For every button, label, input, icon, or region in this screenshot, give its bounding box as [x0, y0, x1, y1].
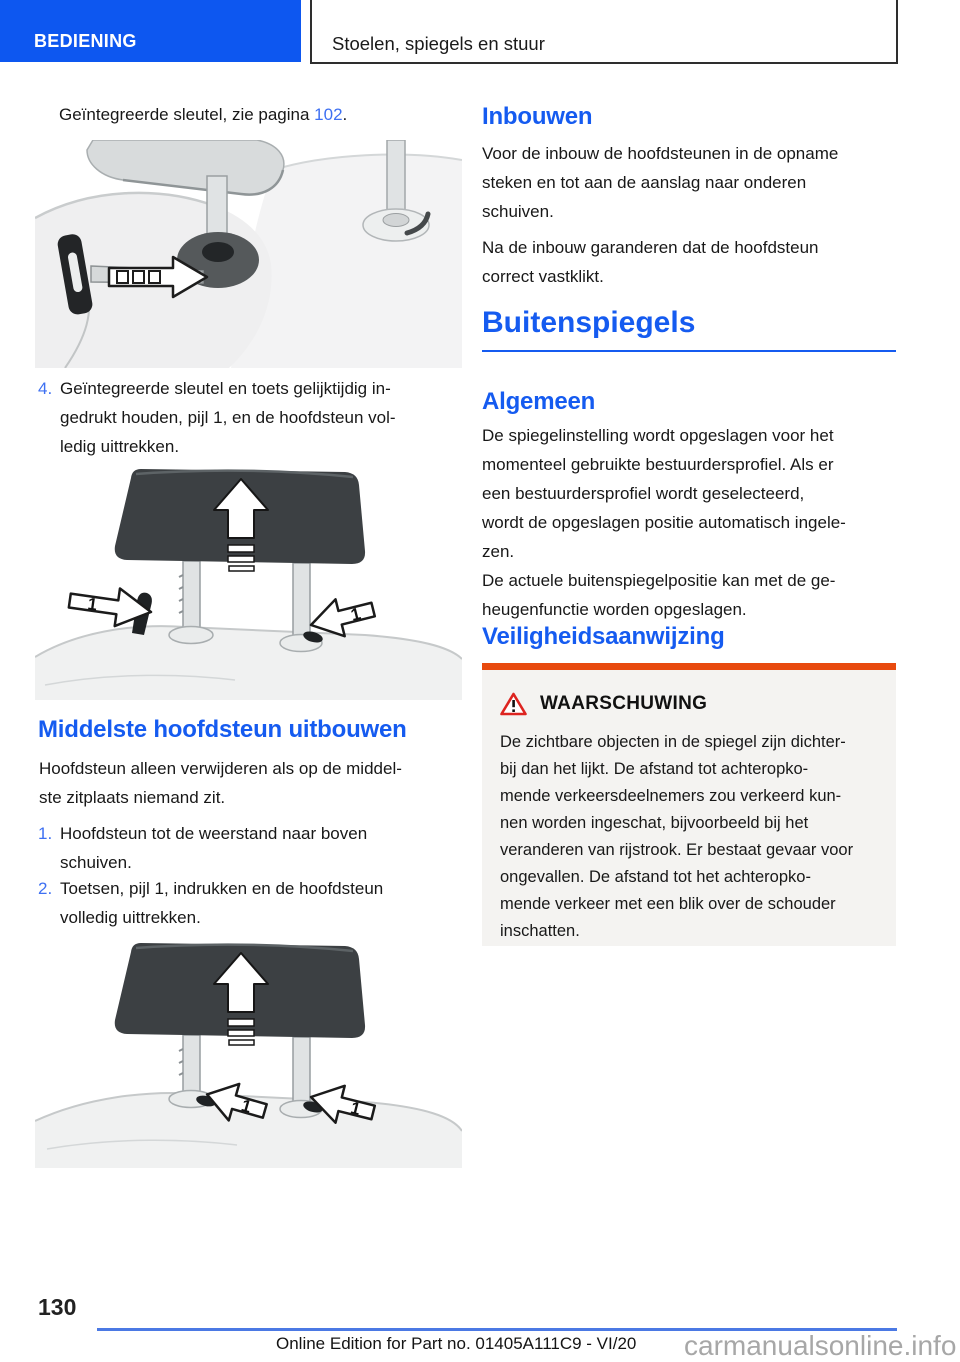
step-number: 2.: [38, 879, 53, 898]
intro-suffix: .: [342, 105, 348, 124]
middelste-paragraph: Hoofdsteun alleen verwijderen als op de middel- ste zitplaats niemand zit.: [39, 759, 402, 807]
step-item-4: [38, 374, 470, 461]
page-reference-link[interactable]: 102: [314, 105, 343, 124]
page-number: 130: [38, 1294, 77, 1320]
section-label: BEDIENING: [34, 31, 137, 51]
warning-box: [482, 663, 896, 946]
step-text: Geïntegreerde sleutel en toets gelijktijdig in- gedrukt houden, pijl 1, en de hoofdsteun vol- ledig uittrekken.: [60, 379, 396, 456]
arrow-label: 1: [239, 1095, 254, 1117]
warning-header: [500, 692, 707, 716]
step-number: 1.: [38, 824, 53, 843]
section-tab: [0, 0, 301, 62]
headrest-post-right: [293, 563, 310, 639]
headrest-post-right: [387, 140, 405, 220]
heading-inbouwen: Inbouwen: [482, 103, 593, 130]
heading-buitenspiegels: Buitenspiegels: [482, 306, 896, 352]
chapter-title-box: [310, 0, 898, 64]
intro-paragraph: [59, 100, 347, 129]
edition-note: Online Edition for Part no. 01405A111C9 - VI/20: [276, 1334, 637, 1353]
step-text: Toetsen, pijl 1, indrukken en de hoofdsteun volledig uittrekken.: [60, 879, 384, 927]
arrow-label: 1: [348, 1098, 363, 1119]
figure-headrest-release: [35, 465, 462, 700]
step-text: Hoofdsteun tot de weerstand naar boven schuiven.: [60, 824, 368, 872]
arrow-label: 1: [348, 603, 363, 625]
warning-title: WAARSCHUWING: [540, 693, 708, 714]
headrest-key-illustration: [35, 140, 462, 368]
figure-integrated-key-headrest: [35, 140, 462, 368]
heading-algemeen: Algemeen: [482, 388, 596, 415]
inbouwen-paragraph-1: Voor de inbouw de hoofdsteunen in de opname steken en tot aan de aanslag naar onderen schuiven.: [482, 144, 839, 221]
center-headrest-illustration: [35, 935, 462, 1168]
headrest-post-left: [183, 1035, 200, 1097]
arrow-label: 1: [86, 594, 99, 615]
step-item-1: [38, 819, 470, 877]
inbouwen-paragraph-2: Na de inbouw garanderen dat de hoofdsteun correct vastklikt.: [482, 238, 819, 286]
figure-center-headrest-release: [35, 935, 462, 1168]
step-number: 4.: [38, 379, 53, 398]
headrest-release-illustration: [35, 465, 462, 700]
chapter-title: Stoelen, spiegels en stuur: [332, 33, 545, 54]
heading-veiligheidsaanwijzing: Veiligheidsaanwijzing: [482, 623, 725, 650]
headrest-post-right: [293, 1037, 310, 1107]
headrest-post-left: [183, 561, 200, 633]
watermark-text: carmanualsonline.info: [684, 1330, 957, 1361]
algemeen-paragraph-2: De actuele buitenspiegelpositie kan met de ge- heugenfunctie worden opgeslagen.: [482, 571, 836, 619]
step-item-2: [38, 874, 470, 932]
warning-triangle-icon: [500, 692, 527, 716]
warning-text: De zichtbare objecten in de spiegel zijn dichter- bij dan het lijkt. De afstand tot achteropko- mende verkeersdeelnemers zou verkeerd kun- nen worden ingeschat, bijvoorbeeld bij het veranderen van rijstrook. Er bestaat gevaar voor ongevallen. De afstand tot het achteropko- mende verkeer met een blik over de schouder inschatten.: [500, 733, 854, 940]
section-heading-middelste-hoofdsteun: Middelste hoofdsteun uitbouwen: [38, 716, 407, 743]
algemeen-paragraph-1: De spiegelinstelling wordt opgeslagen voor het momenteel gebruikte bestuurdersprofiel. Als er een bestuurdersprofiel wordt geselecteerd, wordt de opgeslagen positie automatisch ingele- zen.: [482, 426, 846, 561]
intro-text: Geïntegreerde sleutel, zie pagina: [59, 105, 315, 124]
